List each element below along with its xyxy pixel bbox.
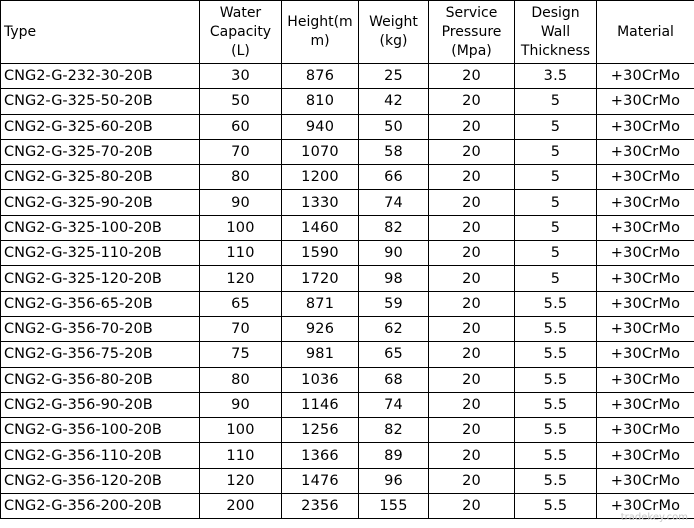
cell-water-capacity: 30 bbox=[200, 64, 282, 89]
cell-material: +30CrMo bbox=[597, 165, 694, 190]
cell-material: +30CrMo bbox=[597, 190, 694, 215]
cell-height: 1200 bbox=[282, 165, 359, 190]
table-row bbox=[1, 468, 694, 493]
cell-service-pressure: 20 bbox=[429, 494, 515, 519]
cell-height: 1070 bbox=[282, 139, 359, 164]
cell-height: 871 bbox=[282, 291, 359, 316]
cell-type: CNG2-G-356-65-20B bbox=[1, 291, 200, 316]
cell-material: +30CrMo bbox=[597, 316, 694, 341]
cell-weight: 25 bbox=[359, 64, 429, 89]
cell-height: 1720 bbox=[282, 266, 359, 291]
header-row bbox=[1, 1, 694, 64]
cell-material: +30CrMo bbox=[597, 215, 694, 240]
cell-wall-thickness: 5 bbox=[515, 114, 597, 139]
cell-material: +30CrMo bbox=[597, 139, 694, 164]
cell-type: CNG2-G-325-60-20B bbox=[1, 114, 200, 139]
cell-service-pressure: 20 bbox=[429, 392, 515, 417]
cell-type: CNG2-G-356-80-20B bbox=[1, 367, 200, 392]
header-height: Height(m m) bbox=[282, 1, 359, 64]
cell-weight: 59 bbox=[359, 291, 429, 316]
cell-height: 926 bbox=[282, 316, 359, 341]
header-type: Type bbox=[1, 1, 200, 64]
cell-water-capacity: 90 bbox=[200, 190, 282, 215]
cell-water-capacity: 70 bbox=[200, 139, 282, 164]
cell-service-pressure: 20 bbox=[429, 241, 515, 266]
cell-height: 876 bbox=[282, 64, 359, 89]
cell-service-pressure: 20 bbox=[429, 215, 515, 240]
table-row bbox=[1, 266, 694, 291]
cell-weight: 68 bbox=[359, 367, 429, 392]
cell-weight: 90 bbox=[359, 241, 429, 266]
cell-material: +30CrMo bbox=[597, 266, 694, 291]
cell-wall-thickness: 5 bbox=[515, 215, 597, 240]
cell-type: CNG2-G-325-70-20B bbox=[1, 139, 200, 164]
cell-material: +30CrMo bbox=[597, 291, 694, 316]
cell-wall-thickness: 5.5 bbox=[515, 494, 597, 519]
table-row bbox=[1, 114, 694, 139]
table-row bbox=[1, 342, 694, 367]
cell-height: 1146 bbox=[282, 392, 359, 417]
cell-water-capacity: 80 bbox=[200, 165, 282, 190]
cell-water-capacity: 80 bbox=[200, 367, 282, 392]
cell-height: 1256 bbox=[282, 418, 359, 443]
cell-height: 810 bbox=[282, 89, 359, 114]
cell-service-pressure: 20 bbox=[429, 190, 515, 215]
cell-material: +30CrMo bbox=[597, 342, 694, 367]
table-row bbox=[1, 241, 694, 266]
table-row bbox=[1, 139, 694, 164]
table-row bbox=[1, 316, 694, 341]
cell-water-capacity: 110 bbox=[200, 443, 282, 468]
cell-material: +30CrMo bbox=[597, 392, 694, 417]
cell-service-pressure: 20 bbox=[429, 165, 515, 190]
cell-water-capacity: 90 bbox=[200, 392, 282, 417]
cell-type: CNG2-G-356-120-20B bbox=[1, 468, 200, 493]
cell-wall-thickness: 5.5 bbox=[515, 367, 597, 392]
cell-wall-thickness: 3.5 bbox=[515, 64, 597, 89]
cell-weight: 98 bbox=[359, 266, 429, 291]
table-row bbox=[1, 418, 694, 443]
cell-wall-thickness: 5 bbox=[515, 139, 597, 164]
cell-type: CNG2-G-325-110-20B bbox=[1, 241, 200, 266]
cell-height: 1590 bbox=[282, 241, 359, 266]
cell-wall-thickness: 5 bbox=[515, 165, 597, 190]
cell-wall-thickness: 5.5 bbox=[515, 468, 597, 493]
cell-water-capacity: 200 bbox=[200, 494, 282, 519]
cell-wall-thickness: 5.5 bbox=[515, 291, 597, 316]
cell-service-pressure: 20 bbox=[429, 266, 515, 291]
cell-type: CNG2-G-232-30-20B bbox=[1, 64, 200, 89]
table-row bbox=[1, 190, 694, 215]
cell-weight: 74 bbox=[359, 190, 429, 215]
cell-weight: 96 bbox=[359, 468, 429, 493]
cell-wall-thickness: 5 bbox=[515, 266, 597, 291]
cell-material: +30CrMo bbox=[597, 443, 694, 468]
cell-wall-thickness: 5.5 bbox=[515, 316, 597, 341]
table-row bbox=[1, 443, 694, 468]
cell-wall-thickness: 5.5 bbox=[515, 418, 597, 443]
header-service-pressure: Service Pressure (Mpa) bbox=[429, 1, 515, 64]
table-row bbox=[1, 64, 694, 89]
cell-type: CNG2-G-356-90-20B bbox=[1, 392, 200, 417]
cell-water-capacity: 60 bbox=[200, 114, 282, 139]
table-row bbox=[1, 165, 694, 190]
header-weight: Weight (kg) bbox=[359, 1, 429, 64]
cell-material: +30CrMo bbox=[597, 89, 694, 114]
cell-height: 1460 bbox=[282, 215, 359, 240]
cell-wall-thickness: 5.5 bbox=[515, 443, 597, 468]
cell-material: +30CrMo bbox=[597, 64, 694, 89]
table-row bbox=[1, 392, 694, 417]
table-row bbox=[1, 367, 694, 392]
cell-height: 1036 bbox=[282, 367, 359, 392]
cell-type: CNG2-G-325-100-20B bbox=[1, 215, 200, 240]
cell-height: 1366 bbox=[282, 443, 359, 468]
cell-wall-thickness: 5 bbox=[515, 89, 597, 114]
cell-water-capacity: 120 bbox=[200, 266, 282, 291]
cell-material: +30CrMo bbox=[597, 114, 694, 139]
cell-weight: 82 bbox=[359, 418, 429, 443]
watermark: tradekey.com bbox=[620, 512, 688, 523]
cell-material: +30CrMo bbox=[597, 468, 694, 493]
cell-type: CNG2-G-325-120-20B bbox=[1, 266, 200, 291]
table-row bbox=[1, 89, 694, 114]
cell-height: 981 bbox=[282, 342, 359, 367]
table-row bbox=[1, 494, 694, 519]
cell-type: CNG2-G-325-80-20B bbox=[1, 165, 200, 190]
cell-service-pressure: 20 bbox=[429, 443, 515, 468]
cell-type: CNG2-G-325-90-20B bbox=[1, 190, 200, 215]
cell-service-pressure: 20 bbox=[429, 114, 515, 139]
cell-service-pressure: 20 bbox=[429, 291, 515, 316]
cell-wall-thickness: 5.5 bbox=[515, 342, 597, 367]
cell-service-pressure: 20 bbox=[429, 64, 515, 89]
table-body bbox=[1, 64, 694, 519]
table-header bbox=[1, 1, 694, 64]
cell-weight: 65 bbox=[359, 342, 429, 367]
cell-weight: 82 bbox=[359, 215, 429, 240]
cell-weight: 74 bbox=[359, 392, 429, 417]
table-row bbox=[1, 215, 694, 240]
cell-service-pressure: 20 bbox=[429, 418, 515, 443]
cell-water-capacity: 100 bbox=[200, 215, 282, 240]
cell-weight: 62 bbox=[359, 316, 429, 341]
cell-height: 1476 bbox=[282, 468, 359, 493]
cell-water-capacity: 120 bbox=[200, 468, 282, 493]
cell-material: +30CrMo bbox=[597, 241, 694, 266]
cell-type: CNG2-G-325-50-20B bbox=[1, 89, 200, 114]
cell-wall-thickness: 5 bbox=[515, 241, 597, 266]
cell-weight: 155 bbox=[359, 494, 429, 519]
cell-weight: 42 bbox=[359, 89, 429, 114]
cell-type: CNG2-G-356-110-20B bbox=[1, 443, 200, 468]
cell-material: +30CrMo bbox=[597, 418, 694, 443]
cell-material: +30CrMo bbox=[597, 367, 694, 392]
cell-height: 1330 bbox=[282, 190, 359, 215]
cell-service-pressure: 20 bbox=[429, 367, 515, 392]
cell-water-capacity: 75 bbox=[200, 342, 282, 367]
table-row bbox=[1, 291, 694, 316]
cell-weight: 50 bbox=[359, 114, 429, 139]
cell-wall-thickness: 5 bbox=[515, 190, 597, 215]
header-water-capacity: Water Capacity (L) bbox=[200, 1, 282, 64]
cell-water-capacity: 100 bbox=[200, 418, 282, 443]
cell-service-pressure: 20 bbox=[429, 139, 515, 164]
cell-wall-thickness: 5.5 bbox=[515, 392, 597, 417]
cell-service-pressure: 20 bbox=[429, 316, 515, 341]
cell-height: 940 bbox=[282, 114, 359, 139]
header-material: Material bbox=[597, 1, 694, 64]
cell-material: +30CrMo bbox=[597, 494, 694, 519]
cell-type: CNG2-G-356-75-20B bbox=[1, 342, 200, 367]
cell-weight: 58 bbox=[359, 139, 429, 164]
cell-service-pressure: 20 bbox=[429, 468, 515, 493]
cell-weight: 89 bbox=[359, 443, 429, 468]
cell-water-capacity: 50 bbox=[200, 89, 282, 114]
header-design-wall-thickness: Design Wall Thickness bbox=[515, 1, 597, 64]
cell-service-pressure: 20 bbox=[429, 89, 515, 114]
cell-height: 2356 bbox=[282, 494, 359, 519]
cell-type: CNG2-G-356-200-20B bbox=[1, 494, 200, 519]
cell-water-capacity: 70 bbox=[200, 316, 282, 341]
cell-weight: 66 bbox=[359, 165, 429, 190]
cell-service-pressure: 20 bbox=[429, 342, 515, 367]
cell-water-capacity: 65 bbox=[200, 291, 282, 316]
cell-type: CNG2-G-356-100-20B bbox=[1, 418, 200, 443]
cell-water-capacity: 110 bbox=[200, 241, 282, 266]
cell-type: CNG2-G-356-70-20B bbox=[1, 316, 200, 341]
